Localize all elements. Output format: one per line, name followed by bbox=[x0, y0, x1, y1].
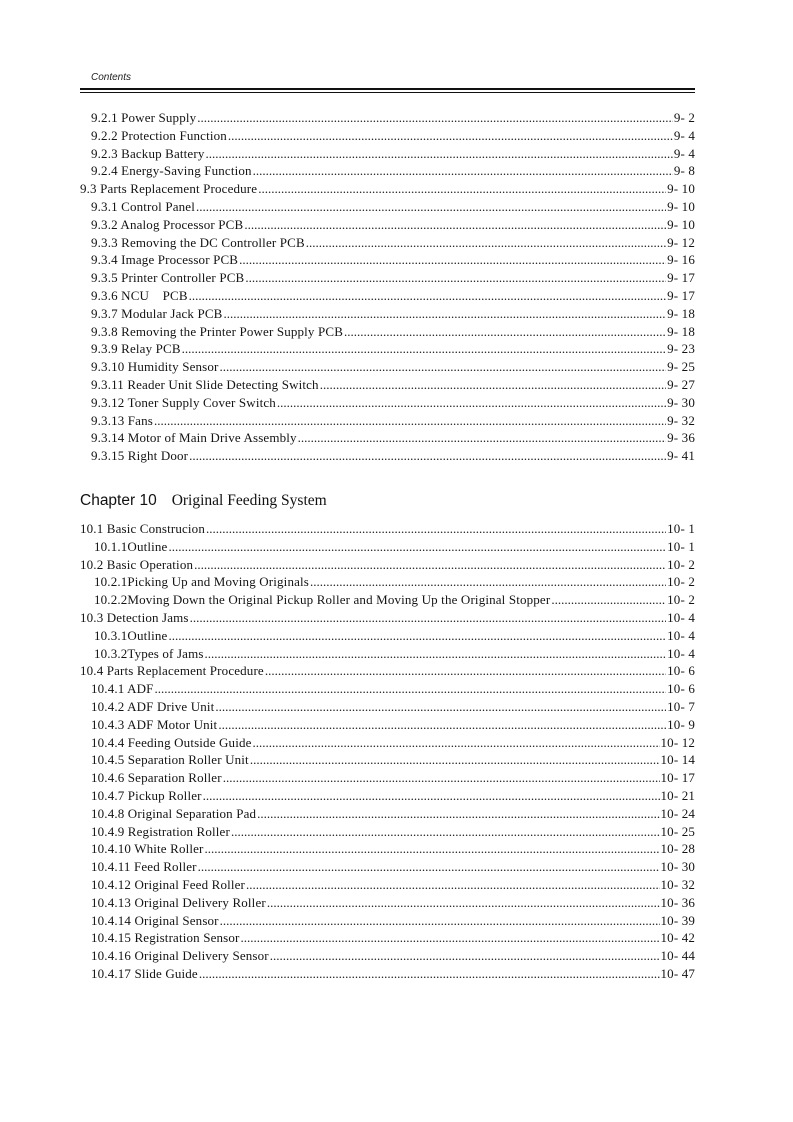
toc-entry-title: 10.2.1Picking Up and Moving Originals bbox=[94, 574, 309, 590]
toc-entry-page: 9- 30 bbox=[667, 394, 695, 410]
dot-leader bbox=[245, 269, 666, 287]
dot-leader bbox=[257, 805, 659, 823]
toc-entry[interactable] bbox=[80, 340, 695, 358]
toc-entry-page: 9- 10 bbox=[667, 198, 695, 214]
toc-entry-page: 9- 10 bbox=[667, 216, 695, 232]
toc-entry-title: 10.4.7 Pickup Roller bbox=[91, 787, 202, 803]
toc-entry-page: 9- 32 bbox=[667, 412, 695, 428]
dot-leader bbox=[205, 645, 667, 663]
dot-leader bbox=[168, 538, 666, 556]
toc-entry-page: 10- 6 bbox=[667, 663, 695, 679]
toc-entry[interactable] bbox=[80, 269, 695, 287]
toc-entry[interactable] bbox=[80, 787, 695, 805]
toc-entry-title: 9.3.11 Reader Unit Slide Detecting Switch bbox=[91, 376, 319, 392]
toc-entry-page: 10- 36 bbox=[660, 894, 695, 910]
dot-leader bbox=[182, 340, 667, 358]
dot-leader bbox=[306, 234, 666, 252]
dot-leader bbox=[241, 929, 660, 947]
dot-leader bbox=[551, 591, 666, 609]
dot-leader bbox=[298, 429, 667, 447]
toc-entry-title: 10.4.10 White Roller bbox=[91, 841, 204, 857]
toc-entry[interactable] bbox=[80, 573, 695, 591]
dot-leader bbox=[199, 965, 660, 983]
dot-leader bbox=[246, 876, 659, 894]
toc-entry-title: 10.4.11 Feed Roller bbox=[91, 859, 197, 875]
toc-entry[interactable] bbox=[80, 965, 695, 983]
chapter-title: Original Feeding System bbox=[171, 492, 327, 509]
chapter-heading bbox=[80, 491, 327, 511]
toc-entry-title: 9.3.15 Right Door bbox=[91, 448, 189, 464]
toc-entry-title: 9.3.9 Relay PCB bbox=[91, 341, 181, 357]
toc-entry[interactable] bbox=[80, 394, 695, 412]
toc-entry-page: 9- 36 bbox=[667, 430, 695, 446]
toc-entry-page: 9- 8 bbox=[673, 163, 695, 179]
dot-leader bbox=[253, 734, 660, 752]
toc-entry[interactable] bbox=[80, 162, 695, 180]
toc-entry-title: 10.1.1Outline bbox=[94, 538, 168, 554]
toc-entry[interactable] bbox=[80, 323, 695, 341]
toc-entry[interactable] bbox=[80, 358, 695, 376]
toc-entry-title: 10.4.16 Original Delivery Sensor bbox=[91, 948, 269, 964]
toc-entry-title: 10.4.14 Original Sensor bbox=[91, 912, 219, 928]
toc-entry-title: 10.4.17 Slide Guide bbox=[91, 965, 198, 981]
dot-leader bbox=[198, 858, 660, 876]
header-rule bbox=[80, 88, 695, 93]
toc-entry-page: 10- 14 bbox=[660, 752, 695, 768]
dot-leader bbox=[196, 198, 666, 216]
toc-entry-title: 9.2.2 Protection Function bbox=[91, 127, 227, 143]
toc-entry[interactable] bbox=[80, 716, 695, 734]
toc-entry-page: 10- 42 bbox=[660, 930, 695, 946]
dot-leader bbox=[154, 412, 666, 430]
toc-entry-title: 9.3.7 Modular Jack PCB bbox=[91, 305, 223, 321]
dot-leader bbox=[253, 162, 673, 180]
dot-leader bbox=[203, 787, 660, 805]
dot-leader bbox=[197, 109, 673, 127]
toc-entry-title: 10.4.2 ADF Drive Unit bbox=[91, 698, 215, 714]
dot-leader bbox=[205, 840, 660, 858]
dot-leader bbox=[265, 662, 666, 680]
toc-entry[interactable] bbox=[80, 287, 695, 305]
dot-leader bbox=[220, 912, 660, 930]
toc-entry[interactable] bbox=[80, 180, 695, 198]
toc-entry-title: 10.4.3 ADF Motor Unit bbox=[91, 716, 218, 732]
toc-entry-title: 10.3 Detection Jams bbox=[80, 609, 189, 625]
toc-entry-page: 9- 18 bbox=[667, 305, 695, 321]
dot-leader bbox=[215, 698, 666, 716]
dot-leader bbox=[220, 358, 667, 376]
toc-entry[interactable] bbox=[80, 127, 695, 145]
toc-entry[interactable] bbox=[80, 929, 695, 947]
toc-entry-title: 10.4.1 ADF bbox=[91, 681, 154, 697]
toc-entry-title: 10.4.12 Original Feed Roller bbox=[91, 876, 246, 892]
toc-entry-title: 10.4.4 Feeding Outside Guide bbox=[91, 734, 252, 750]
dot-leader bbox=[244, 216, 666, 234]
dot-leader bbox=[258, 180, 666, 198]
toc-entry-page: 10- 39 bbox=[660, 912, 695, 928]
toc-entry-page: 10- 17 bbox=[660, 770, 695, 786]
toc-entry-title: 10.1 Basic Construcion bbox=[80, 521, 205, 536]
toc-entry-title: 9.3.8 Removing the Printer Power Supply PCB bbox=[91, 323, 344, 339]
dot-leader bbox=[277, 394, 666, 412]
toc-entry-page: 10- 21 bbox=[660, 787, 695, 803]
toc-entry-title: 10.3.2Types of Jams bbox=[94, 645, 204, 661]
toc-entry-page: 10- 28 bbox=[660, 841, 695, 857]
toc-entry[interactable] bbox=[80, 145, 695, 163]
toc-entry-title: 9.3.2 Analog Processor PCB bbox=[91, 216, 244, 232]
toc-entry-title: 9.3.3 Removing the DC Controller PCB bbox=[91, 234, 305, 250]
toc-entry-title: 10.4.8 Original Separation Pad bbox=[91, 805, 257, 821]
toc-entry[interactable] bbox=[80, 538, 695, 556]
toc-entry-page: 10- 1 bbox=[667, 521, 695, 536]
toc-entry-title: 9.3.14 Motor of Main Drive Assembly bbox=[91, 430, 297, 446]
toc-entry-title: 10.4.9 Registration Roller bbox=[91, 823, 230, 839]
dot-leader bbox=[218, 716, 666, 734]
toc-entry-title: 9.3 Parts Replacement Procedure bbox=[80, 181, 258, 197]
toc-entry[interactable] bbox=[80, 662, 695, 680]
dot-leader bbox=[189, 287, 666, 305]
toc-entry-title: 9.3.5 Printer Controller PCB bbox=[91, 270, 245, 286]
toc-entry-title: 9.3.13 Fans bbox=[91, 412, 153, 428]
toc-entry-title: 9.2.4 Energy-Saving Function bbox=[91, 163, 252, 179]
dot-leader bbox=[194, 556, 666, 574]
toc-entry-title: 9.3.1 Control Panel bbox=[91, 198, 195, 214]
toc-entry-page: 9- 4 bbox=[673, 127, 695, 143]
toc-entry-page: 10- 9 bbox=[667, 716, 695, 732]
dot-leader bbox=[267, 894, 660, 912]
toc-entry-page: 9- 2 bbox=[673, 110, 695, 125]
toc-entry[interactable] bbox=[80, 429, 695, 447]
dot-leader bbox=[228, 127, 673, 145]
toc-entry[interactable] bbox=[80, 234, 695, 252]
toc-entry-page: 10- 7 bbox=[667, 698, 695, 714]
toc-entry[interactable] bbox=[80, 520, 695, 538]
toc-entry[interactable] bbox=[80, 876, 695, 894]
toc-entry-title: 10.4.13 Original Delivery Roller bbox=[91, 894, 266, 910]
toc-entry-page: 9- 17 bbox=[667, 287, 695, 303]
toc-entry[interactable] bbox=[80, 734, 695, 752]
toc-entry-title: 9.3.12 Toner Supply Cover Switch bbox=[91, 394, 276, 410]
toc-entry-title: 9.3.6 NCU PCB bbox=[91, 287, 188, 303]
dot-leader bbox=[205, 145, 672, 163]
toc-entry-page: 10- 12 bbox=[660, 734, 695, 750]
toc-entry-title: 10.4.6 Separation Roller bbox=[91, 770, 222, 786]
toc-entry-page: 9- 25 bbox=[667, 359, 695, 375]
toc-entry-page: 9- 27 bbox=[667, 376, 695, 392]
toc-entry-page: 10- 2 bbox=[667, 556, 695, 572]
toc-entry-page: 10- 4 bbox=[667, 645, 695, 661]
toc-entry-page: 10- 25 bbox=[660, 823, 695, 839]
toc-entry[interactable] bbox=[80, 698, 695, 716]
toc-entry-page: 9- 18 bbox=[667, 323, 695, 339]
toc-entry-title: 10.2.2Moving Down the Original Pickup Roller and Moving Up the Original Stopper bbox=[94, 592, 551, 608]
toc-entry[interactable] bbox=[80, 912, 695, 930]
toc-entry-page: 10- 2 bbox=[667, 592, 695, 608]
toc-entry-page: 10- 2 bbox=[667, 574, 695, 590]
toc-entry-page: 10- 4 bbox=[667, 627, 695, 643]
dot-leader bbox=[320, 376, 666, 394]
toc-entry-page: 9- 41 bbox=[667, 448, 695, 464]
dot-leader bbox=[270, 947, 660, 965]
toc-entry[interactable] bbox=[80, 840, 695, 858]
toc-entry[interactable] bbox=[80, 447, 695, 465]
toc-entry-page: 9- 12 bbox=[667, 234, 695, 250]
toc-entry[interactable] bbox=[80, 556, 695, 574]
toc-list-chapter-9 bbox=[80, 109, 695, 465]
toc-list-chapter-10 bbox=[80, 520, 695, 983]
toc-entry-title: 10.4 Parts Replacement Procedure bbox=[80, 663, 264, 679]
dot-leader bbox=[206, 520, 666, 538]
toc-entry-page: 9- 17 bbox=[667, 270, 695, 286]
toc-entry[interactable] bbox=[80, 645, 695, 663]
toc-entry-title: 10.4.15 Registration Sensor bbox=[91, 930, 240, 946]
toc-entry[interactable] bbox=[80, 376, 695, 394]
toc-entry-page: 10- 6 bbox=[667, 681, 695, 697]
toc-entry[interactable] bbox=[80, 627, 695, 645]
dot-leader bbox=[189, 447, 666, 465]
toc-entry[interactable] bbox=[80, 609, 695, 627]
dot-leader bbox=[168, 627, 666, 645]
toc-entry-page: 10- 4 bbox=[667, 609, 695, 625]
toc-entry[interactable] bbox=[80, 894, 695, 912]
chapter-number: Chapter 10 bbox=[80, 492, 157, 509]
toc-entry-page: 9- 10 bbox=[667, 181, 695, 197]
toc-entry[interactable] bbox=[80, 109, 695, 127]
toc-entry[interactable] bbox=[80, 680, 695, 698]
toc-entry-page: 10- 24 bbox=[660, 805, 695, 821]
dot-leader bbox=[250, 751, 660, 769]
toc-entry[interactable] bbox=[80, 947, 695, 965]
toc-entry[interactable] bbox=[80, 769, 695, 787]
toc-entry-page: 9- 16 bbox=[667, 252, 695, 268]
toc-entry-page: 9- 4 bbox=[673, 145, 695, 161]
toc-entry-page: 10- 30 bbox=[660, 859, 695, 875]
dot-leader bbox=[155, 680, 667, 698]
toc-entry-page: 10- 32 bbox=[660, 876, 695, 892]
toc-entry-title: 10.4.5 Separation Roller Unit bbox=[91, 752, 249, 768]
toc-entry[interactable] bbox=[80, 751, 695, 769]
toc-entry-page: 10- 44 bbox=[660, 948, 695, 964]
dot-leader bbox=[223, 769, 660, 787]
toc-entry[interactable] bbox=[80, 305, 695, 323]
toc-entry-title: 9.2.1 Power Supply bbox=[91, 110, 197, 125]
toc-entry-title: 9.2.3 Backup Battery bbox=[91, 145, 205, 161]
dot-leader bbox=[224, 305, 667, 323]
toc-entry[interactable] bbox=[80, 823, 695, 841]
dot-leader bbox=[344, 323, 666, 341]
toc-entry-title: 9.3.4 Image Processor PCB bbox=[91, 252, 239, 268]
toc-entry-page: 10- 47 bbox=[660, 965, 695, 981]
dot-leader bbox=[239, 251, 666, 269]
toc-entry-title: 10.2 Basic Operation bbox=[80, 556, 194, 572]
toc-entry[interactable] bbox=[80, 216, 695, 234]
dot-leader bbox=[310, 573, 666, 591]
toc-entry-page: 10- 1 bbox=[667, 538, 695, 554]
dot-leader bbox=[190, 609, 667, 627]
toc-entry[interactable] bbox=[80, 251, 695, 269]
toc-entry-page: 9- 23 bbox=[667, 341, 695, 357]
running-header: Contents bbox=[91, 72, 132, 83]
toc-entry[interactable] bbox=[80, 805, 695, 823]
toc-entry[interactable] bbox=[80, 198, 695, 216]
toc-entry[interactable] bbox=[80, 591, 695, 609]
dot-leader bbox=[231, 823, 660, 841]
toc-entry-title: 9.3.10 Humidity Sensor bbox=[91, 359, 219, 375]
toc-entry[interactable] bbox=[80, 412, 695, 430]
toc-entry[interactable] bbox=[80, 858, 695, 876]
toc-entry-title: 10.3.1Outline bbox=[94, 627, 168, 643]
